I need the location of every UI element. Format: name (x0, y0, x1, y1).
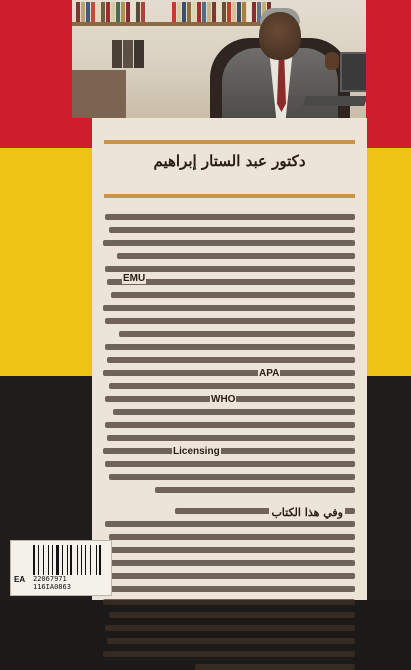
text-line (107, 435, 355, 441)
barcode-bar (67, 545, 68, 575)
text-line (105, 461, 355, 467)
text-line (103, 370, 355, 376)
text-line (105, 625, 355, 631)
text-line (113, 409, 355, 415)
author-hand (325, 52, 339, 70)
barcode-bar (50, 545, 51, 575)
barcode-bar (62, 545, 63, 575)
author-face (259, 12, 301, 60)
barcode-number-1: 22067971 (33, 575, 67, 583)
text-line (117, 253, 355, 259)
binders (112, 40, 144, 68)
header-rule-top (104, 140, 355, 144)
barcode-bar (38, 545, 39, 575)
barcode-bar (60, 545, 61, 575)
barcode-bar (36, 545, 37, 575)
text-line (105, 573, 355, 579)
barcode-bar (102, 545, 103, 575)
text-line (103, 651, 355, 657)
keyboard (302, 96, 366, 106)
back-cover-text-panel (92, 118, 367, 600)
barcode-bar (45, 545, 47, 575)
books (172, 2, 271, 22)
barcode-bar (90, 545, 91, 575)
barcode-bar (43, 545, 44, 575)
barcode-bar (70, 545, 72, 575)
barcode-bar (54, 545, 55, 575)
barcode-bar (97, 545, 98, 575)
barcode-bar (33, 545, 35, 575)
text-line (105, 521, 355, 527)
text-line (103, 547, 355, 553)
barcode-sticker (10, 540, 112, 596)
desk (72, 70, 126, 118)
author-name: دكتور عبد الستار إبراهيم (153, 152, 306, 170)
text-line (105, 214, 355, 220)
text-line (109, 612, 355, 618)
books (76, 2, 145, 22)
barcode-bar (77, 545, 78, 575)
text-line (105, 318, 355, 324)
barcode-bar (99, 545, 101, 575)
text-line (107, 638, 355, 644)
barcode-bar (52, 545, 54, 575)
text-line (195, 664, 355, 670)
barcode-bar (48, 545, 49, 575)
text-line (103, 240, 355, 246)
inline-term-licensing: Licensing (173, 446, 220, 457)
text-line (119, 331, 355, 337)
text-line (105, 422, 355, 428)
text-line (155, 487, 355, 493)
barcode-side-code: EA (14, 575, 26, 584)
text-line (105, 344, 355, 350)
text-line (105, 266, 355, 272)
header-rule-bottom (104, 194, 355, 198)
text-line (103, 305, 355, 311)
barcode-bar (81, 545, 83, 575)
text-line (103, 448, 355, 454)
author-photo (72, 0, 366, 118)
text-line (109, 474, 355, 480)
book-description-lead: وفي هذا الكتاب (271, 506, 343, 519)
barcode-bar (56, 545, 59, 575)
barcode-bar (87, 545, 89, 575)
barcode-bar (73, 545, 76, 575)
barcode-bar (92, 545, 95, 575)
inline-term-emu: EMU (123, 273, 146, 284)
barcode-bar (40, 545, 43, 575)
text-line (107, 560, 355, 566)
barcode-icon (33, 545, 103, 575)
barcode-bar (85, 545, 86, 575)
barcode-bar (79, 545, 80, 575)
text-line (109, 383, 355, 389)
barcode-bar (64, 545, 66, 575)
barcode-number-2: 116IA0863 (33, 583, 71, 591)
inline-term-who: WHO (211, 394, 236, 405)
text-line (109, 534, 355, 540)
barcode-bar (96, 545, 97, 575)
text-line (111, 292, 355, 298)
barcode-bar (68, 545, 69, 575)
text-line (107, 357, 355, 363)
computer-monitor-icon (340, 52, 366, 92)
barcode-bar (83, 545, 84, 575)
inline-term-apa: APA (259, 368, 280, 379)
text-line (109, 227, 355, 233)
text-line (111, 586, 355, 592)
